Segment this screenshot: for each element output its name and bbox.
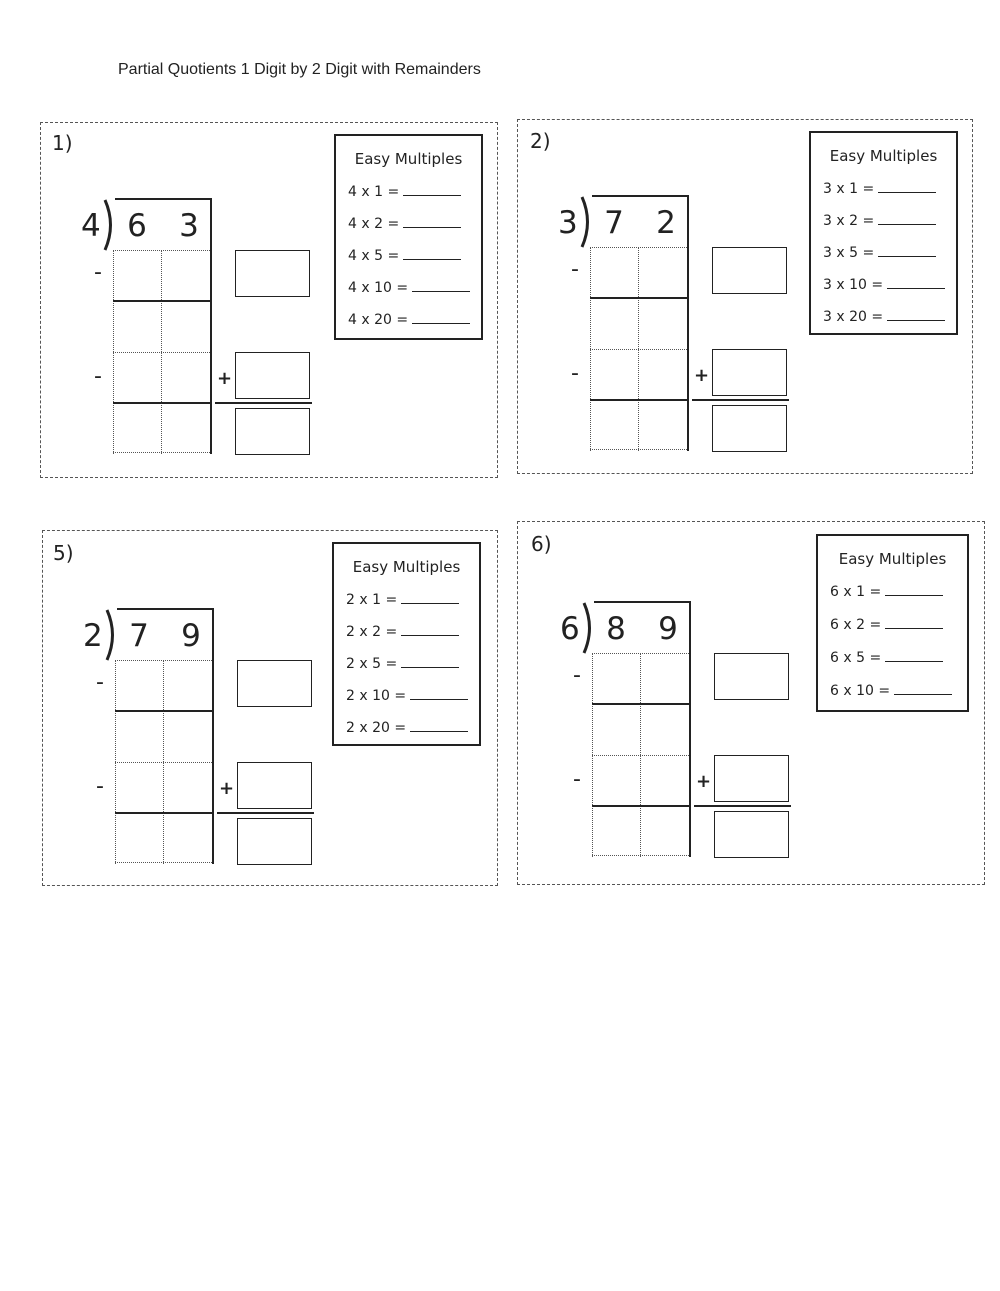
multiple-fact: 3 x 2 = <box>823 213 875 229</box>
sum-line <box>692 399 789 401</box>
subtraction-line <box>113 300 210 302</box>
multiple-fact: 2 x 10 = <box>346 688 407 704</box>
work-grid-line <box>592 755 689 756</box>
sum-line <box>215 402 312 404</box>
answer-blank[interactable] <box>885 617 943 629</box>
answer-blank[interactable] <box>410 688 468 700</box>
answer-blank[interactable] <box>894 683 952 695</box>
division-ladder <box>83 608 323 868</box>
easy-multiples-title: Easy Multiples <box>354 150 463 168</box>
division-ladder <box>560 601 800 861</box>
answer-blank[interactable] <box>878 213 936 225</box>
partial-quotient-box[interactable] <box>235 250 310 297</box>
easy-multiples-title: Easy Multiples <box>352 558 461 576</box>
subtraction-line <box>592 805 689 807</box>
multiple-row <box>346 592 469 608</box>
work-grid-line <box>590 449 687 450</box>
answer-blank[interactable] <box>403 216 461 228</box>
page-title: Partial Quotients 1 Digit by 2 Digit with Remainders <box>118 61 481 78</box>
plus-sign: + <box>696 771 712 792</box>
work-grid-line <box>592 653 689 654</box>
minus-sign: - <box>96 774 104 799</box>
partial-quotient-box[interactable] <box>712 349 787 396</box>
division-bar <box>117 608 214 610</box>
problem-card <box>517 119 973 474</box>
partial-quotient-box[interactable] <box>235 352 310 399</box>
multiple-fact: 3 x 20 = <box>823 309 884 325</box>
quotient-total-box[interactable] <box>712 405 787 452</box>
multiple-fact: 2 x 2 = <box>346 624 398 640</box>
multiple-row <box>823 213 946 229</box>
answer-blank[interactable] <box>412 312 470 324</box>
minus-sign: - <box>573 767 581 792</box>
multiple-fact: 4 x 1 = <box>348 184 400 200</box>
multiple-row <box>823 181 946 197</box>
problem-number: 6) <box>531 532 552 556</box>
work-grid-line <box>590 349 687 350</box>
divisor: 2 <box>83 618 103 654</box>
answer-blank[interactable] <box>885 650 943 662</box>
multiple-row <box>348 184 471 200</box>
dividend-ones-digit: 3 <box>179 208 199 244</box>
minus-sign: - <box>94 364 102 389</box>
ladder-divider-line <box>687 195 689 451</box>
multiple-row <box>346 688 469 704</box>
multiple-row <box>348 248 471 264</box>
multiple-row <box>830 584 957 600</box>
multiple-row <box>346 720 469 736</box>
answer-blank[interactable] <box>403 248 461 260</box>
dividend-ones-digit: 9 <box>181 618 201 654</box>
multiple-fact: 2 x 1 = <box>346 592 398 608</box>
multiple-row <box>823 309 946 325</box>
answer-blank[interactable] <box>412 280 470 292</box>
multiple-fact: 6 x 1 = <box>830 584 882 600</box>
division-ladder <box>81 198 321 458</box>
minus-sign: - <box>94 260 102 285</box>
division-bar <box>594 601 691 603</box>
dividend-tens-digit: 7 <box>129 618 149 654</box>
quotient-total-box[interactable] <box>714 811 789 858</box>
minus-sign: - <box>573 663 581 688</box>
easy-multiples-box <box>332 542 481 746</box>
multiple-fact: 3 x 5 = <box>823 245 875 261</box>
divisor: 3 <box>558 205 578 241</box>
answer-blank[interactable] <box>403 184 461 196</box>
sum-line <box>694 805 791 807</box>
quotient-total-box[interactable] <box>237 818 312 865</box>
partial-quotient-box[interactable] <box>714 653 789 700</box>
divisor: 4 <box>81 208 101 244</box>
minus-sign: - <box>571 257 579 282</box>
multiple-fact: 2 x 20 = <box>346 720 407 736</box>
partial-quotient-box[interactable] <box>714 755 789 802</box>
answer-blank[interactable] <box>401 592 459 604</box>
multiple-fact: 4 x 5 = <box>348 248 400 264</box>
subtraction-line <box>115 710 212 712</box>
division-bar <box>592 195 689 197</box>
subtraction-line <box>115 812 212 814</box>
easy-multiples-box <box>334 134 483 340</box>
multiple-fact: 4 x 20 = <box>348 312 409 328</box>
dividend-ones-digit: 2 <box>656 205 676 241</box>
problem-number: 5) <box>53 541 74 565</box>
multiple-row <box>830 683 957 699</box>
work-grid-line <box>115 660 212 661</box>
multiple-fact: 3 x 10 = <box>823 277 884 293</box>
minus-sign: - <box>96 670 104 695</box>
ladder-divider-line <box>212 608 214 864</box>
problem-card <box>40 122 498 478</box>
easy-multiples-box <box>809 131 958 335</box>
work-grid-line <box>115 762 212 763</box>
multiple-row <box>823 245 946 261</box>
multiple-row <box>346 624 469 640</box>
subtraction-line <box>590 297 687 299</box>
subtraction-line <box>592 703 689 705</box>
minus-sign: - <box>571 361 579 386</box>
multiple-row <box>348 216 471 232</box>
multiple-row <box>346 656 469 672</box>
plus-sign: + <box>217 368 233 389</box>
problem-number: 2) <box>530 129 551 153</box>
answer-blank[interactable] <box>878 245 936 257</box>
easy-multiples-box <box>816 534 969 712</box>
work-grid-line <box>113 352 210 353</box>
problem-number: 1) <box>52 131 73 155</box>
work-grid-line <box>113 250 210 251</box>
division-ladder <box>558 195 798 455</box>
problem-card <box>42 530 498 886</box>
dividend-tens-digit: 6 <box>127 208 147 244</box>
multiple-fact: 4 x 2 = <box>348 216 400 232</box>
answer-blank[interactable] <box>401 624 459 636</box>
multiple-row <box>830 650 957 666</box>
dividend-tens-digit: 7 <box>604 205 624 241</box>
multiple-fact: 4 x 10 = <box>348 280 409 296</box>
division-bar <box>115 198 212 200</box>
multiple-fact: 3 x 1 = <box>823 181 875 197</box>
work-grid-line <box>592 855 689 856</box>
work-grid-line <box>115 862 212 863</box>
multiple-fact: 6 x 2 = <box>830 617 882 633</box>
answer-blank[interactable] <box>887 309 945 321</box>
multiple-row <box>348 280 471 296</box>
answer-blank[interactable] <box>410 720 468 732</box>
ladder-divider-line <box>210 198 212 454</box>
subtraction-line <box>113 402 210 404</box>
ladder-divider-line <box>689 601 691 857</box>
multiple-fact: 2 x 5 = <box>346 656 398 672</box>
subtraction-line <box>590 399 687 401</box>
easy-multiples-title: Easy Multiples <box>829 147 938 165</box>
plus-sign: + <box>219 778 235 799</box>
sum-line <box>217 812 314 814</box>
answer-blank[interactable] <box>401 656 459 668</box>
partial-quotient-box[interactable] <box>237 660 312 707</box>
partial-quotient-box[interactable] <box>237 762 312 809</box>
quotient-total-box[interactable] <box>235 408 310 455</box>
easy-multiples-title: Easy Multiples <box>838 550 947 568</box>
divisor: 6 <box>560 611 580 647</box>
answer-blank[interactable] <box>885 584 943 596</box>
plus-sign: + <box>694 365 710 386</box>
multiple-row <box>823 277 946 293</box>
multiple-row <box>348 312 471 328</box>
work-grid-line <box>113 452 210 453</box>
dividend-tens-digit: 8 <box>606 611 626 647</box>
multiple-fact: 6 x 5 = <box>830 650 882 666</box>
dividend-ones-digit: 9 <box>658 611 678 647</box>
partial-quotient-box[interactable] <box>712 247 787 294</box>
answer-blank[interactable] <box>887 277 945 289</box>
multiple-row <box>830 617 957 633</box>
problem-card <box>517 521 985 885</box>
work-grid-line <box>590 247 687 248</box>
multiple-fact: 6 x 10 = <box>830 683 891 699</box>
answer-blank[interactable] <box>878 181 936 193</box>
